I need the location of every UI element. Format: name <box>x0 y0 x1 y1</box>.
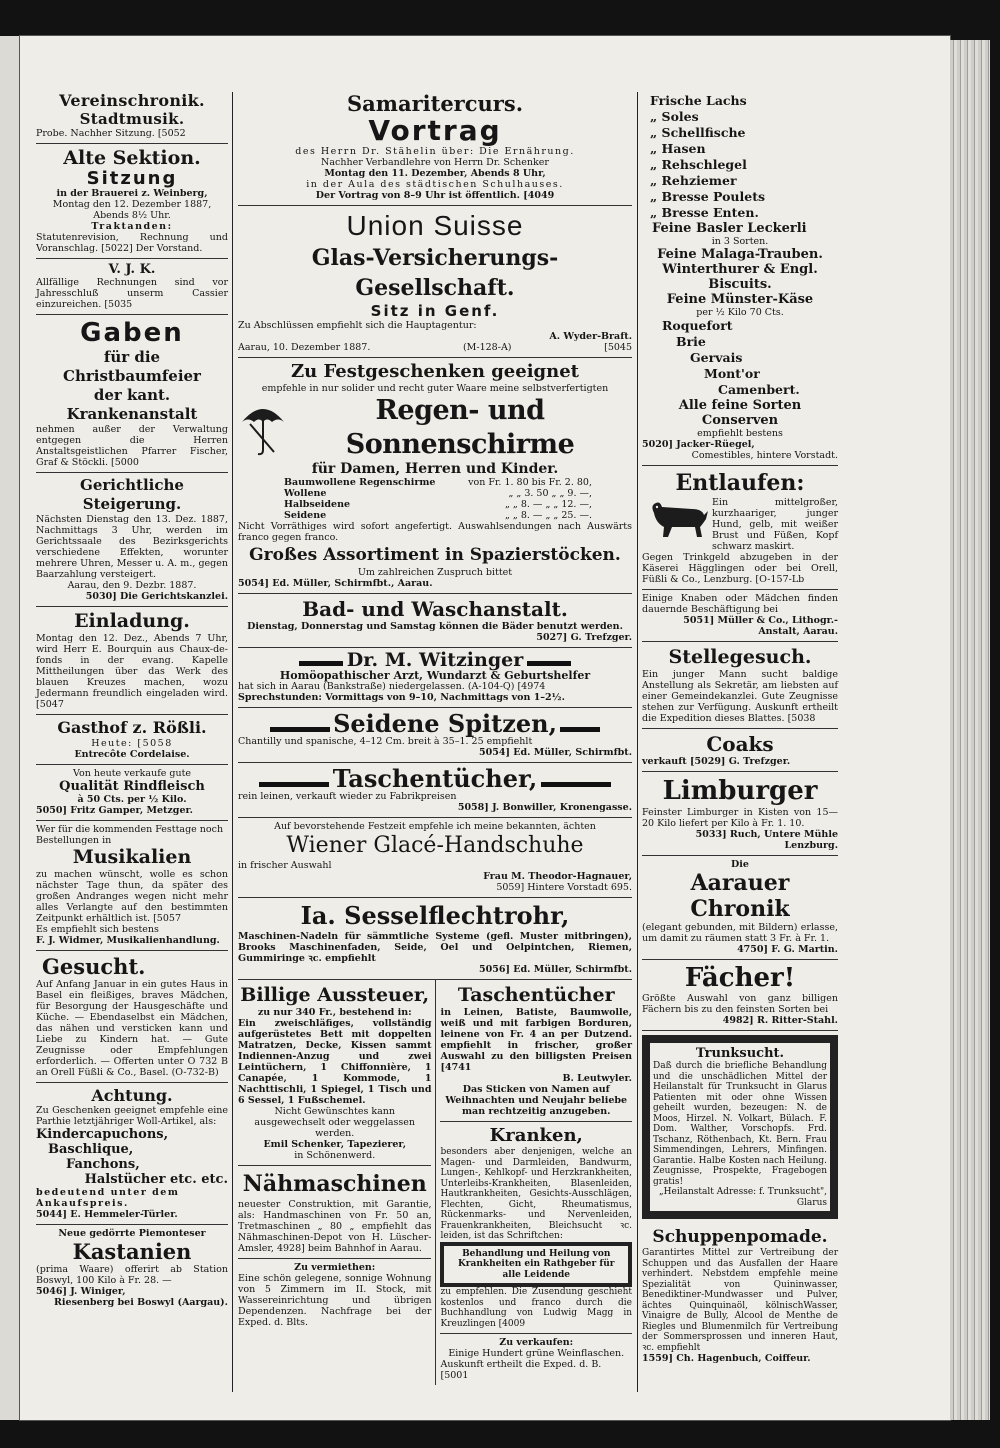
text-tasch-sign: 5058] J. Bonwiller, Kronengasse. <box>457 802 632 813</box>
ad-witzinger <box>238 648 632 708</box>
decor-bar-left <box>299 661 343 666</box>
decor-bar-left2 <box>270 727 330 732</box>
text-verkaufen: Einige Hundert grüne Weinflaschen. <box>448 1348 625 1359</box>
lachs-item: „ Hasen <box>650 141 706 156</box>
text-tasch2: in Leinen, Batiste, Baumwolle, weiß und mit farbigen Borduren, leinene von Fr. 4 an per Dutzend. empfiehlt in frischer, großer Auswahl zu den billigsten Preisen [4741 <box>440 1007 632 1073</box>
price-value: von Fr. 1. 80 bis Fr. 2. 80, <box>468 477 592 488</box>
text-vortrag-public: Der Vortrag von 8–9 Uhr ist öffentlich. <box>315 190 520 201</box>
text-traktanden: Traktanden: <box>91 221 173 232</box>
text-schenker2: in Schönenwerd. <box>294 1150 376 1161</box>
text-vermiethen: Eine schön gelegene, sonnige Wohnung von 5 Zimmern im II. Stock, mit Wassereinrichtung und übrigen Dependenzen. Nachfrage bei der Exped. d. Blts. <box>238 1273 432 1328</box>
decor-bar-right <box>527 661 571 666</box>
text-n5045: [5045 <box>604 342 632 353</box>
price-row <box>284 477 632 488</box>
text-trinkgeld: Gegen Trinkgeld abzugeben in der Käserei Hägglingen oder bei Orell, Füßli & Co., Lenzburg. [O-157-Lb <box>642 552 838 585</box>
text-musik-intro: Wer für die kommenden Festtage noch Bestellungen in <box>36 824 224 846</box>
ad-regenschirme <box>238 358 632 594</box>
text-faecher: Größte Auswahl von ganz billigen Fächern bis zu den feinsten Sorten bei <box>642 993 838 1015</box>
heading-einladung: Einladung. <box>74 610 190 632</box>
ad-musikalien <box>36 821 228 951</box>
text-musik-sign2: F. J. Widmer, Musikalienhandlung. <box>36 935 220 946</box>
heading-seidene: Seidene Spitzen, <box>333 709 557 738</box>
text-traktanden-body: Statutenrevision, Rechnung und Voranschlag. [5022] Der Vorstand. <box>36 232 228 254</box>
text-gamper: 5050] Fritz Gamper, Metzger. <box>36 805 193 816</box>
heading-gesucht: Gesucht. <box>42 954 146 979</box>
text-empfehle: empfehle in nur solider und recht guter Waare meine selbstverfertigten <box>261 383 609 394</box>
text-verkaufen-l2: Auskunft ertheilt die Exped. d. B. [5001 <box>440 1359 602 1381</box>
text-kantkranken: der kant. Krankenanstalt <box>66 386 198 423</box>
heading-glas: Glas-Versicherungs-Gesellschaft. <box>311 245 559 301</box>
text-vjk: Allfällige Rechnungen sind vor Jahresschluß unserm Cassier einzureichen. [5035 <box>36 277 228 310</box>
text-witz-l2: Sprechstunden: Vormittags von 9–10, Nachmittags von 1–2½. <box>238 692 565 703</box>
heading-taschentuecher: Taschentücher, <box>332 764 538 793</box>
ad-vjk <box>36 259 228 315</box>
text-hemmeler: 5044] E. Hemmeler-Türler. <box>36 1209 178 1220</box>
text-heute: Heute: [5058 <box>91 738 173 749</box>
text-muenster: Feine Münster-Käse <box>666 292 814 307</box>
text-entlaufen: Ein mittelgroßer, kurzhaariger, junger Hund, gelb, mit weißer Brust und Füßen, Kopf schwarz maskirt. <box>712 497 838 552</box>
price-value: „ „ 8. — „ „ 12. —, <box>504 499 592 510</box>
col2-sub-right <box>436 980 632 1385</box>
heading-sessel: Ia. Sesselflechtrohr, <box>300 901 570 930</box>
text-musik-sign1: Es empfiehlt sich bestens <box>36 924 159 935</box>
price-row <box>284 488 632 499</box>
lachs-item: „ Bresse Poulets <box>650 189 766 204</box>
column-rule-right <box>637 92 638 1392</box>
ad-wiener <box>238 818 632 898</box>
text-chantilly: Chantilly und spanische, 4–12 Cm. breit à 35–1. 25 empfiehlt <box>238 736 533 747</box>
decor-bar-right3 <box>541 782 611 787</box>
text-winiger1: 5046] J. Winiger, <box>36 1286 126 1297</box>
heading-gaben: Gaben <box>80 318 184 348</box>
text-biscuits: Winterthurer & Engl. Biscuits. <box>662 262 818 292</box>
text-ruegel: 5020] Jacker-Rüegel, <box>642 439 755 450</box>
heading-samaritercurs: Samaritercurs. <box>346 91 524 116</box>
entlaufen-row <box>642 497 838 552</box>
heading-limburger: Limburger <box>662 776 818 806</box>
text-empfiehlt: empfiehlt bestens <box>697 428 783 439</box>
price-item: Halbseidene <box>284 499 351 510</box>
heading-vjk: V. J. K. <box>108 262 156 277</box>
text-wiener-sign2: 5059] Hintere Vorstadt 695. <box>496 882 632 893</box>
column-middle <box>238 88 632 1385</box>
text-aarau-date: Aarau, 10. Dezember 1887. <box>238 342 371 353</box>
dog-icon <box>642 497 712 539</box>
text-gaben-body: nehmen außer der Verwaltung entgegen die Herren Anstaltsgeistlichen Pfarrer Fischer, Graf & Stöckli. [5000 <box>36 424 228 468</box>
heading-witzinger: Dr. M. Witzinger <box>346 649 524 671</box>
heading-union-suisse: Union Suisse <box>346 210 524 241</box>
text-bad-sign: 5027] G. Trefzger. <box>536 632 632 643</box>
text-kindercapuchons: Kindercapuchons, <box>36 1127 169 1142</box>
ad-aussteuer <box>238 980 431 1166</box>
heading-vereinschronik: Vereinschronik. <box>59 91 205 110</box>
text-einladung: Montag den 12. Dez., Abends 7 Uhr, wird Herr E. Bourquin aus Chaux-de-fonds in der evang. Kapelle Mittheilungen über das Werk des blauen Kreuzes machen, wozu Jedermann freundlich eingeladen wird. [5047 <box>36 633 228 710</box>
heading-bad: Bad- und Waschanstalt. <box>302 597 568 621</box>
heading-sitzung: Sitzung <box>86 168 178 189</box>
text-homoeo: Homöopathischer Arzt, Wundarzt & Geburtshelfer <box>279 669 591 682</box>
heading-alte-sektion: Alte Sektion. <box>63 147 201 169</box>
ad-naehmaschinen <box>238 1166 431 1259</box>
text-vortrag-l1: des Herrn Dr. Stähelin über: Die Ernährung. <box>295 146 575 157</box>
price-value: „ „ 8. — „ „ 25. —. <box>504 510 592 521</box>
ad-stellegesuch <box>642 642 838 729</box>
heading-entlaufen: Entlaufen: <box>675 470 805 496</box>
text-christbaum: für die Christbaumfeier <box>63 348 201 385</box>
kaese-item: Roquefort <box>662 318 733 333</box>
regen-heading-row <box>238 394 632 462</box>
price-item: Wollene <box>284 488 327 499</box>
price-item: Seidene <box>284 510 327 521</box>
lachs-item: „ Schellfische <box>650 125 746 140</box>
ad-coaks <box>642 729 838 772</box>
text-trunksucht: Daß durch die briefliche Behandlung und die unschädlichen Mittel der Heilanstalt für Trunksucht in Glarus Patienten mit oder ohne Wissen geheilt wurden, bezeugen: N. de Moos, Hirzel. N. Volkart, Bülach. F. Dom. Walther, Vorschopfs. Frd. Tschanz, Röthenbach, Kt. Bern. Frau Simmendingen, Lehrers, Minfingen. Garantie. Halbe Kosten nach Heilung. Zeugnisse, Prospekte, Fragebogen gratis! <box>653 1061 827 1187</box>
ad-alte-sektion <box>36 144 228 259</box>
kaese-list <box>642 318 838 398</box>
seidene-row <box>238 711 632 736</box>
text-gesucht: Auf Anfang Januar in ein gutes Haus in Basel ein fleißiges, braves Mädchen, für Besorgung der Hausgeschäfte und Küche. — Ebendaselbst ein Mädchen, das nähen und versticken kann und Liebe zu Kindern hat. — Gute Zeugnisse oder Empfehlungen erforderlich. — Offerten unter O 732 B an Orell Füßli & Co., Basel. (O-732-B) <box>36 979 228 1078</box>
text-kastanien: (prima Waare) offerirt ab Station Boswyl, 100 Kilo à Fr. 28. — <box>36 1264 228 1286</box>
text-vortrag-l4: in der Aula des städtischen Schulhauses. <box>306 179 564 190</box>
heading-vermiethen: Zu vermiethen: <box>294 1262 376 1273</box>
kaese-item: Mont'or <box>704 366 760 381</box>
heading-stadtmusik: Stadtmusik. <box>79 110 185 128</box>
text-sessel-sign: 5056] Ed. Müller, Schirmfbt. <box>479 964 632 975</box>
text-aarauer-sign: 4750] F. G. Martin. <box>737 944 838 955</box>
lachs-item: Frische Lachs <box>650 93 747 108</box>
text-mueller-5054a: 5054] Ed. Müller, Schirmfbt., Aarau. <box>238 578 433 589</box>
text-stelle: Ein junger Mann sucht baldige Anstellung als Sekretär, am liebsten auf einer Gemeindekanzlei. Gute Zeugnisse stehen zur Verfügung. Auskunft ertheilt die Expedition dieses Blattes. [5038 <box>642 669 838 724</box>
text-malaga: Feine Malaga-Trauben. <box>657 247 823 262</box>
text-neue: Neue gedörrte Piemonteser <box>58 1228 206 1239</box>
heading-verkaufen: Zu verkaufen: <box>499 1337 574 1348</box>
taschentuecher-row <box>238 766 632 791</box>
text-schenker1: Emil Schenker, Tapezierer, <box>263 1139 407 1150</box>
ad-vermiethen <box>238 1259 431 1332</box>
text-muenster2: per ½ Kilo 70 Cts. <box>696 307 784 318</box>
witzinger-row <box>238 651 632 670</box>
price-row <box>284 510 632 521</box>
price-table <box>238 477 632 521</box>
text-probe: Probe. Nachher Sitzung. [5052 <box>36 128 186 139</box>
text-vortrag-l2: Nachher Verbandlehre von Herrn Dr. Schenker <box>321 157 549 168</box>
ad-achtung <box>36 1083 228 1225</box>
umbrella-icon <box>238 400 288 456</box>
decor-bar-left3 <box>259 782 329 787</box>
text-preis: à 50 Cts. per ½ Kilo. <box>77 794 187 805</box>
ad-schuppenpomade <box>642 1223 838 1368</box>
price-row <box>284 499 632 510</box>
text-knaben-sign: 5051] Müller & Co., Lithogr.-Anstalt, Aarau. <box>683 615 838 637</box>
lachs-list <box>642 93 838 221</box>
ad-aarauer-chronik <box>642 856 838 960</box>
text-leckerli2: in 3 Sorten. <box>711 236 769 247</box>
text-abends: Abends 8½ Uhr. <box>93 210 171 221</box>
text-wiener-sign1: Frau M. Theodor-Hagnauer, <box>483 871 632 882</box>
text-halstuecher: Halstücher etc. etc. <box>84 1172 228 1187</box>
heading-kastanien: Kastanien <box>72 1239 192 1264</box>
column-right <box>642 90 838 1368</box>
kaese-item: Brie <box>676 334 706 349</box>
union-footer <box>238 342 632 353</box>
ad-faecher <box>642 960 838 1031</box>
text-von-heute: Von heute verkaufe gute <box>72 768 192 779</box>
text-fuer: für Damen, Herren und Kinder. <box>311 461 559 477</box>
col2-sub-left <box>238 980 436 1385</box>
ad-jaeger-ruegel <box>642 90 838 466</box>
text-sessel: Maschinen-Nadeln für sämmtliche Systeme (gefl. Muster mitbringen), Brooks Maschinenfaden, Seide, Oel und Oelpintchen, Riemen, Gummiringe ꝛc. empfiehlt <box>238 931 632 964</box>
ad-vereinschronik <box>36 88 228 144</box>
text-aussteuer: Ein zweischläfiges, vollständig aufgerüstetes Bett mit doppelten Matratzen, Decke, Kissen sammt Indiennen-Anzug und zwei Leintüchern, 1 Chiffonnière, 1 Canapée, 1 Kommode, 1 Nachttischli, 1 Spiegel, 1 Tisch und 6 Sessel, 1 Fußschemel. <box>238 1018 432 1106</box>
text-wiener-l1: in frischer Auswahl <box>238 860 332 871</box>
ad-samaritercurs <box>238 88 632 206</box>
text-zuspruch: Um zahlreichen Zuspruch bittet <box>357 567 513 578</box>
text-bad: Dienstag, Donnerstag und Samstag können die Bäder benutzt werden. <box>247 621 623 632</box>
ad-gasthof <box>36 715 228 765</box>
text-achtung: Zu Geschenken geeignet empfehle eine Parthie letztjähriger Woll-Artikel, als: <box>36 1105 228 1127</box>
text-vortrag-l3: Montag den 11. Dezember, Abends 8 Uhr, <box>324 168 546 179</box>
heading-schuppen: Schuppenpomade. <box>652 1227 828 1247</box>
text-vortrag-l5 <box>238 190 632 201</box>
text-montag-date: Montag den 12. Dezember 1887, <box>52 199 212 210</box>
ad-gerichtliche-steigerung <box>36 473 228 607</box>
text-witz-l1: hat sich in Aarau (Bankstraße) niedergelassen. (A-104-Q) [4974 <box>238 681 546 692</box>
text-fanchons: Fanchons, <box>66 1157 140 1172</box>
text-gericht: Nächsten Dienstag den 13. Dez. 1887, Nachmittags 3 Uhr, werden im Gerichtssaale des Bezirksgerichts verschiedene Effekten, worunter mehrere Uhren, Messer u. A. m., gegen Baarzahlung versteigert. <box>36 514 228 580</box>
text-die: Die <box>731 859 749 870</box>
price-item: Baumwollene Regenschirme <box>284 477 436 488</box>
heading-assortiment: Großes Assortiment in Spazierstöcken. <box>249 545 621 565</box>
heading-vortrag: Vortrag <box>368 114 502 147</box>
text-winiger2: Riesenberg bei Boswyl (Aargau). <box>54 1297 228 1308</box>
heading-billige: Billige Aussteuer, <box>240 984 430 1006</box>
ad-seidene-spitzen <box>238 708 632 763</box>
text-gericht-date: Aarau, den 9. Dezbr. 1887. <box>67 580 197 591</box>
text-schuppen: Garantirtes Mittel zur Vertreibung der Schuppen und das Ausfallen der Haare verhindert. Nebstdem empfehle meine Spezialität von Quininwasser, Benediktiner-Mundwasser und Pulver, ächtes Quinquinaöl, kölnischWasser, Vinaigre de Bully, Alcool de Menthe de Riegles und Blumenmilch für Vertreibung der Sommersprossen und inneren Haut, ꝛc. empfiehlt <box>642 1248 838 1353</box>
ad-verkaufen <box>440 1334 632 1385</box>
heading-coaks: Coaks <box>706 732 774 756</box>
text-aussteuer-price: zu nur 340 Fr., bestehend in: <box>257 1007 412 1018</box>
text-kranken2: zu empfehlen. Die Zusendung geschieht kostenlos und franco durch die Buchhandlung von Ludwig Magg in Kreuzlingen [4009 <box>440 1287 632 1329</box>
heading-gericht: Gerichtliche Steigerung. <box>80 476 184 513</box>
text-sticken: Das Sticken von Namen auf Weihnachten und Neujahr beliebe man rechtzeitig anzugeben. <box>445 1084 628 1117</box>
text-tasch-l1: rein leinen, verkauft wieder zu Fabrikpreisen <box>238 791 457 802</box>
text-m128: (M-128-A) <box>462 342 512 353</box>
lachs-item: „ Rehschlegel <box>650 157 747 172</box>
bottom-two-col <box>238 980 632 1385</box>
text-conserven: Alle feine Sorten Conserven <box>678 398 802 428</box>
heading-achtung: Achtung. <box>91 1086 173 1105</box>
ad-union-suisse <box>238 206 632 358</box>
text-knaben: Einige Knaben oder Mädchen finden dauernde Beschäftigung bei <box>642 593 838 615</box>
heading-musikalien: Musikalien <box>72 846 192 868</box>
text-wiener-intro: Auf bevorstehende Festzeit empfehle ich meine bekannten, ächten <box>274 821 596 832</box>
decor-bar-right2 <box>560 727 600 732</box>
price-value: „ „ 3. 50 „ „ 9. —, <box>508 488 592 499</box>
ad-kastanien <box>36 1225 228 1312</box>
text-kranken: besonders aber denjenigen, welche an Magen- und Darmleiden, Bandwurm, Lungen-, Kehlkopf- und Herzkrankheiten, Unterleibs-Krankheiten, Blasenleiden, Hautkrankheiten, Gesichts-Ausschlägen, Flechten, Gicht, Rheumatismus, Rückenmarks- und Nervenleiden, Frauenkrankheiten, Bleichsucht ꝛc. leiden, ist das Schriftchen: <box>440 1147 632 1241</box>
text-abschluss: Zu Abschlüssen empfiehlt sich die Hauptagentur: <box>238 320 477 331</box>
text-naeh: neuester Construktion, mit Garantie, als: Handmaschinen von Fr. 50 an, Tretmaschinen „ 80 „ empfiehlt das Nähmaschinen-Depot von H. Lüscher-Amsler, 4928] beim Bahnhof in Aarau. <box>238 1199 432 1254</box>
ad-taschentuecher <box>238 763 632 818</box>
text-faecher-sign: 4982] R. Ritter-Stahl. <box>722 1015 838 1026</box>
text-gericht-sign: 5030] Die Gerichtskanzlei. <box>85 591 228 602</box>
ad-entlaufen <box>642 466 838 590</box>
ad-trunksucht <box>642 1035 838 1219</box>
text-brauerei: in der Brauerei z. Weinberg, <box>56 188 208 199</box>
heading-gasthof: Gasthof z. Rößli. <box>57 718 207 737</box>
lachs-item: „ Rehziemer <box>650 173 737 188</box>
heading-regen: Regen- und Sonnenschirme <box>345 395 575 460</box>
ad-knaben <box>642 590 838 642</box>
lachs-item: „ Soles <box>650 109 699 124</box>
text-baschlique: Baschlique, <box>48 1142 134 1157</box>
heading-kranken: Kranken, <box>489 1125 583 1146</box>
text-hagenbuch: 1559] Ch. Hagenbuch, Coiffeur. <box>642 1353 811 1364</box>
page-stack-edge <box>950 40 990 1420</box>
ad-bad <box>238 594 632 648</box>
text-mueller-5054b: 5054] Ed. Müller, Schirmfbt. <box>479 747 632 758</box>
ad-gaben <box>36 315 228 473</box>
heading-festgeschenk: Zu Festgeschenken geeignet <box>291 361 579 382</box>
heading-stellegesuch: Stellegesuch. <box>668 646 812 668</box>
text-vortrag-num: [4049 <box>523 190 555 201</box>
text-leckerli: Feine Basler Leckerli <box>652 221 807 236</box>
ad-tasch2 <box>440 980 632 1122</box>
ad-kranken <box>440 1122 632 1334</box>
text-coaks-sign: verkauft [5029] G. Trefzger. <box>642 756 791 767</box>
text-limburger: Feinster Limburger in Kisten von 15—20 Kilo liefert per Kilo à Fr. 1. 10. <box>642 807 838 829</box>
heading-aarauer: Aarauer Chronik <box>690 870 790 922</box>
heading-trunksucht: Trunksucht. <box>695 1046 785 1061</box>
heading-sitz: Sitz in Genf. <box>370 302 500 320</box>
ad-limburger <box>642 772 838 856</box>
text-entrecote: Entrecôte Cordelaise. <box>74 749 190 760</box>
heading-faecher: Fächer! <box>684 963 796 993</box>
column-left <box>36 88 228 1312</box>
text-bedeutend: bedeutend unter dem Ankaufspreis. <box>36 1187 180 1209</box>
ad-einladung <box>36 607 228 715</box>
previous-page-edge <box>0 36 22 1420</box>
text-wyder: A. Wyder-Braft. <box>549 331 632 342</box>
heading-qualitaet: Qualität Rindfleisch <box>59 779 205 794</box>
heading-wiener: Wiener Glacé-Handschuhe <box>286 833 584 858</box>
text-behandlung: Behandlung und Heilung von Krankheiten ein Rathgeber für alle Leidende <box>440 1242 632 1288</box>
text-musikalien: zu machen wünscht, wolle es schon nächster Tage thun, da später des großen Andranges wegen nicht mehr alles Verlangte auf den bestimmten Zeitpunkt erhältlich ist. [5057 <box>36 869 228 924</box>
ad-gesucht <box>36 951 228 1083</box>
lachs-item: „ Bresse Enten. <box>650 205 759 220</box>
heading-tasch2: Taschentücher <box>457 984 615 1006</box>
text-aarauer: (elegant gebunden, mit Bildern) erlasse, um damit zu räumen statt 3 Fr. à Fr. 1. <box>642 922 838 944</box>
text-leutwyler: B. Leutwyler. <box>562 1073 632 1084</box>
ad-sessel <box>238 898 632 980</box>
heading-naeh: Nähmaschinen <box>242 1171 427 1197</box>
text-trunk-addr: „Heilanstalt Adresse: f. Trunksucht", Glarus <box>658 1187 827 1208</box>
kaese-item: Gervais <box>690 350 743 365</box>
text-reparaturen: Nicht Vorräthiges wird sofort angefertigt. Auswahlsendungen nach Auswärts franco gegen franco. <box>238 521 632 543</box>
ad-rindfleisch <box>36 765 228 821</box>
text-aussteuer-l2: Nicht Gewünschtes kann ausgewechselt oder weggelassen werden. <box>254 1106 416 1139</box>
text-limb-sign: 5033] Ruch, Untere Mühle Lenzburg. <box>695 829 838 851</box>
text-comestibles: Comestibles, hintere Vorstadt. <box>691 450 838 461</box>
kaese-item: Camenbert. <box>718 382 800 397</box>
column-rule-left <box>232 92 233 1392</box>
